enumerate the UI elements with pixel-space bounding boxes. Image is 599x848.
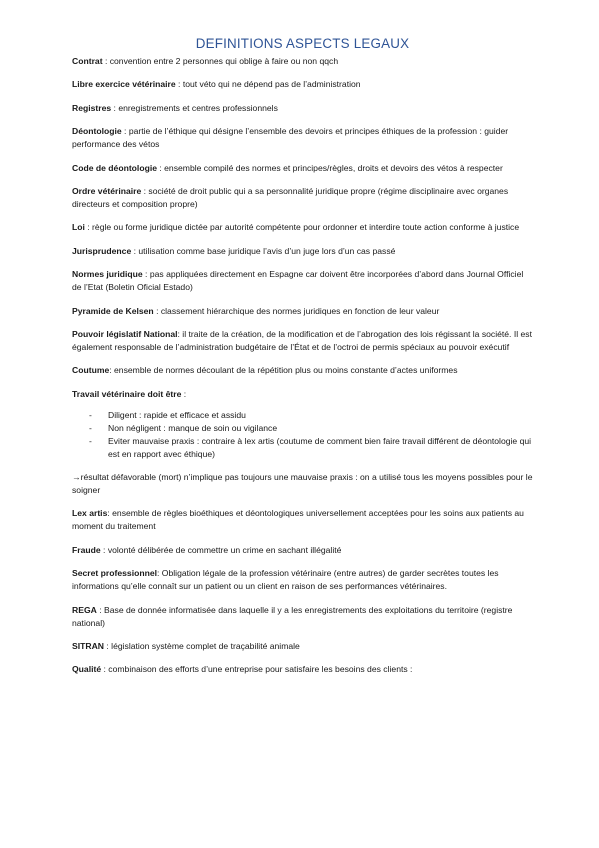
definition-text: : classement hiérarchique des normes juridiques en fonction de leur valeur [153,305,440,316]
bullet-item: - Non négligent : manque de soin ou vigilance [89,422,533,435]
definition-coutume [72,364,533,377]
definition-ordre-veterinaire [72,185,533,211]
definition-text: : ensemble compilé des normes et principes/règles, droits et devoirs des vétos à respecter [156,162,503,173]
definition-text: : convention entre 2 personnes qui oblige à faire ou non qqch [102,56,339,66]
definition-term: Registres [72,102,112,113]
definition-contrat [72,55,533,68]
definition-text: : pas appliquées directement en Espagne car doivent être incorporées d’abord dans Journal Officiel de l’Etat (Boletin Oficial Estado) [72,269,524,293]
arrow-note-text: résultat défavorable (mort) n’implique pas toujours une mauvaise praxis : on a utilisé tous les moyens possibles pour le soigner [72,472,533,496]
definitions-list-2 [72,507,533,676]
bullet-item: - Eviter mauvaise praxis : contraire à lex artis (coutume de comment bien faire travail différent de déontologie qui est en rapport avec éthique) [89,435,533,461]
page-title: DEFINITIONS ASPECTS LEGAUX [195,36,410,51]
definitions-list [72,55,533,401]
definition-text: : société de droit public qui a sa personnalité juridique propre (régime disciplinaire avec organes directeurs et composition propre) [72,185,509,209]
definition-text: : ensemble de règles bioéthiques et déontologiques universellement acceptées pour les soins aux patients au moment du traitement [72,508,524,532]
definition-rega [72,604,533,630]
definition-code-deontologie [72,162,533,175]
definition-term: Loi [72,222,85,233]
definition-libre-exercice [72,78,533,91]
definition-loi [72,221,533,234]
definition-deontologie [72,125,533,151]
definition-text: : ensemble de normes découlant de la répétition plus ou moins constante d’actes uniformes [109,365,458,376]
arrow-note [72,471,533,497]
definition-normes-juridique [72,268,533,294]
definition-term: Libre exercice vétérinaire [72,79,176,90]
definition-text: : Base de donnée informatisée dans laquelle il y a les enregistrements des exploitations du territoire (registre national) [72,604,513,628]
definition-term: Travail vétérinaire doit être [72,388,182,399]
definition-term: Déontologie [72,126,122,137]
definition-pouvoir-legislatif [72,328,533,354]
definition-text: : enregistrements et centres professionnels [111,102,278,113]
definition-text: : il traite de la création, de la modification et de l’abrogation des lois régissant la société. Il est également responsable de l’administration budgétaire de l’État et de l’octroi de permis spéciaux au pouvoir exécutif [72,328,532,352]
definition-text: : combinaison des efforts d’une entreprise pour satisfaire les besoins des clients : [101,664,413,675]
definition-text: : législation système complet de traçabilité animale [104,641,300,652]
definition-text: : [181,388,187,399]
definition-text: : tout véto qui ne dépend pas de l’administration [175,79,361,90]
definition-sitran [72,640,533,653]
definition-term: REGA [72,604,97,615]
definition-jurisprudence [72,245,533,258]
definition-term: Normes juridique [72,269,143,280]
definition-fraude [72,544,533,557]
definition-term: Secret professionnel [72,568,158,579]
bullet-list [72,409,533,461]
definition-qualite [72,663,533,676]
definition-text: : utilisation comme base juridique l’avis d’un juge lors d’un cas passé [131,245,396,256]
definition-term: Fraude [72,544,101,555]
definition-text: : partie de l’éthique qui désigne l’ensemble des devoirs et principes éthiques de la profession : guider performance des vétos [72,126,509,150]
definition-term: Contrat [72,56,103,66]
definition-secret-professionnel [72,567,533,593]
definition-text: : règle ou forme juridique dictée par autorité compétente pour ordonner et interdire toute action conforme à justice [84,222,520,233]
definition-lex-artis [72,507,533,533]
definition-term: Jurisprudence [72,245,132,256]
definition-text: : Obligation légale de la profession vétérinaire (entre autres) de garder secrètes toutes les informations qu’elle connaît sur un patient ou un client en raison de ses performances vétérinaires. [72,568,499,592]
definition-term: Ordre vétérinaire [72,185,142,196]
definition-term: Coutume [72,365,110,376]
bullet-item: - Diligent : rapide et efficace et assidu [89,409,533,422]
definition-registres [72,102,533,115]
definition-term: SITRAN [72,641,104,652]
definition-term: Pyramide de Kelsen [72,305,154,316]
definition-text: : volonté délibérée de commettre un crime en sachant illégalité [100,544,342,555]
definition-term: Qualité [72,664,102,675]
arrow-right-icon: → [72,472,81,483]
definition-travail-veterinaire [72,388,533,401]
definition-term: Code de déontologie [72,162,157,173]
definition-pyramide-kelsen [72,305,533,318]
definition-term: Pouvoir législatif National [72,328,178,339]
definition-term: Lex artis [72,508,108,519]
